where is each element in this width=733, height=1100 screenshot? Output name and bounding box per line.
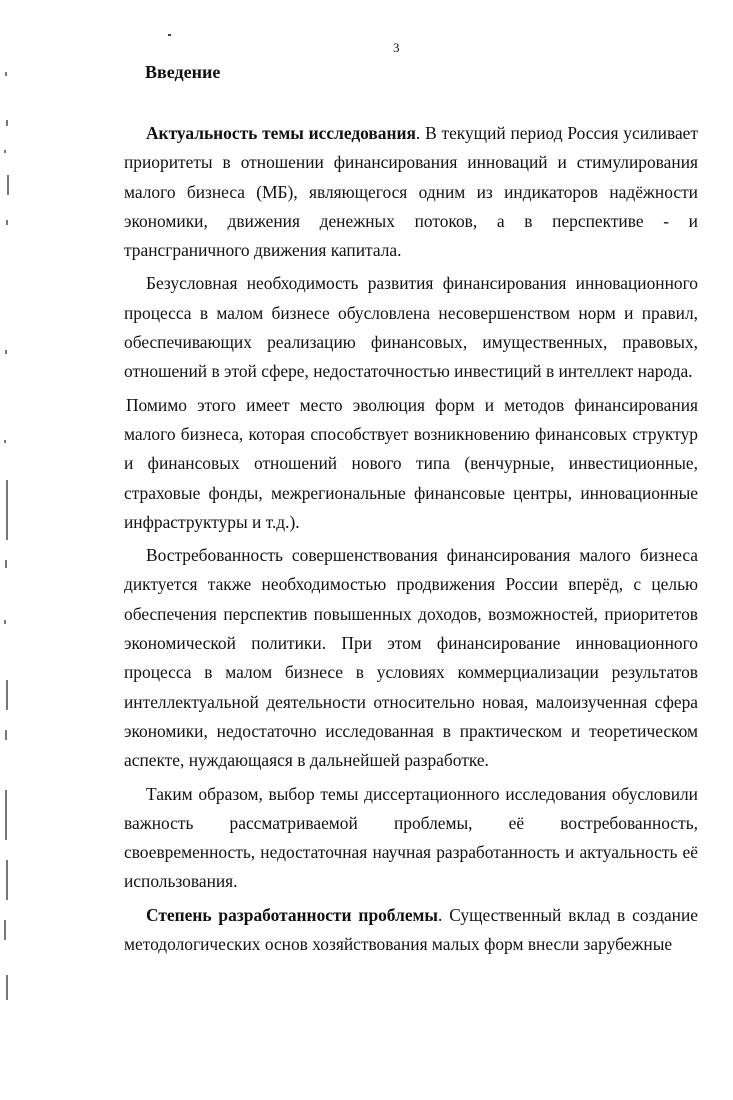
scan-speck xyxy=(168,34,171,36)
paragraph-body: Таким образом, выбор темы диссертационного исследования обусловили важность рассматриваемой проблемы, её востребованность, своевременность, недостаточная научная разработанность и актуальность её использования. xyxy=(124,783,698,892)
body-text xyxy=(124,119,698,963)
paragraph-body: Безусловная необходимость развития финансирования инновационного процесса в малом бизнесе обусловлена несовершенством норм и правил, обеспечивающих реализацию финансовых, имущественных, правовых, отношений в этой сфере, недостаточностью инвестиций в интеллект народа. xyxy=(124,273,698,382)
section-heading: Введение xyxy=(145,62,221,82)
page-number: 3 xyxy=(393,40,400,55)
paragraph-body: . В текущий период Россия усиливает приоритеты в отношении финансирования инноваций и стимулирования малого бизнеса (МБ), являющегося одним из индикаторов надёжности экономики, движения денежных потоков, а в перспективе - и трансграничного движения капитала. xyxy=(124,123,698,261)
paragraph-body: Востребованность совершенствования финансирования малого бизнеса диктуется также необходимостью продвижения России вперёд, с целью обеспечения перспектив повышенных доходов, возможностей, приоритетов экономической политики. При этом финансирование инновационного процесса в малом бизнесе в условиях коммерциализации результатов интеллектуальной деятельности относительно новая, малоизученная сфера экономики, недостаточно исследованная в практическом и теоретическом аспекте, нуждающаяся в дальнейшей разработке. xyxy=(124,545,698,771)
paragraph-necessity xyxy=(124,269,698,386)
paragraph-lead: Степень разработанности проблемы xyxy=(146,904,438,925)
paragraph-conclusion xyxy=(124,780,698,897)
paragraph-body: . Существенный вклад в создание методологических основ хозяйствования малых форм внесли зарубежные xyxy=(124,904,698,955)
paragraph-evolution xyxy=(124,391,698,537)
paragraph-relevance xyxy=(124,119,698,265)
paragraph-body: Помимо этого имеет место эволюция форм и методов финансирования малого бизнеса, которая способствует возникновению финансовых структур и финансовых отношений нового типа (венчурные, инвестиционные, страховые фонды, межрегиональные финансовые центры, инновационные инфраструктуры и т.д.). xyxy=(124,394,698,532)
paragraph-degree xyxy=(124,901,698,960)
scan-edge-artifacts xyxy=(0,0,16,1100)
paragraph-lead: Актуальность темы исследования xyxy=(146,123,416,143)
paragraph-demand xyxy=(124,541,698,775)
